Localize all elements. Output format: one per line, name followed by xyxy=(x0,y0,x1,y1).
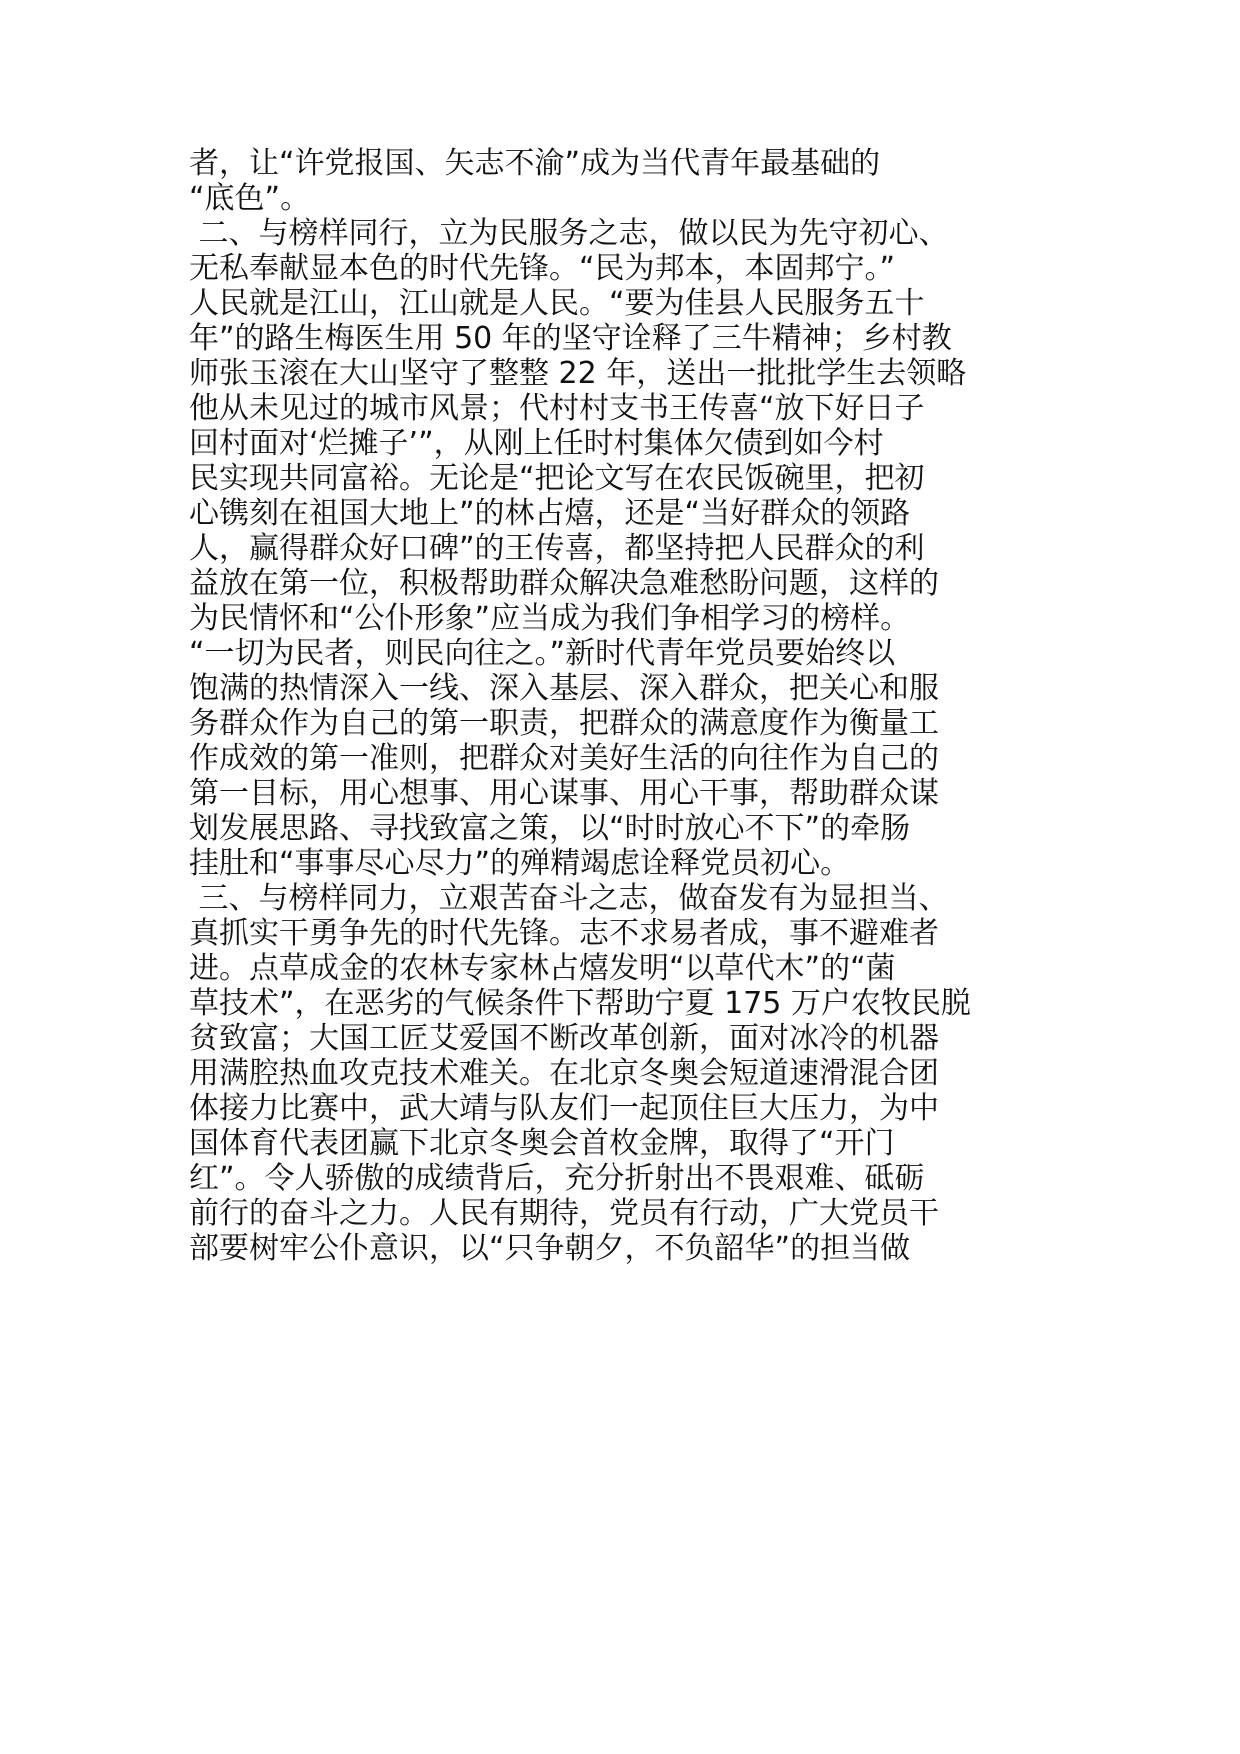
text-line: 部要树牢公仆意识，以“只争朝夕，不负韶华”的担当做 xyxy=(189,1231,911,1266)
text-line: 师张玉滚在大山坚守了整整 22 年，送出一批批学生去领略 xyxy=(189,356,967,391)
text-line: 划发展思路、寻找致富之策，以“时时放心不下”的牵肠 xyxy=(189,811,911,846)
text-line: 前行的奋斗之力。人民有期待，党员有行动，广大党员干 xyxy=(189,1196,939,1231)
text-line: “底色”。 xyxy=(189,181,311,216)
text-line: 人，赢得群众好口碑”的王传喜，都坚持把人民群众的利 xyxy=(189,531,925,566)
text-line: 务群众作为自己的第一职责，把群众的满意度作为衡量工 xyxy=(189,706,939,741)
text-line: 心镌刻在祖国大地上”的林占熺，还是“当好群众的领路 xyxy=(189,496,911,531)
text-line: 用满腔热血攻克技术难关。在北京冬奥会短道速滑混合团 xyxy=(189,1056,939,1091)
body-text xyxy=(189,146,1064,1266)
text-line: 益放在第一位，积极帮助群众解决急难愁盼问题，这样的 xyxy=(189,566,939,601)
text-line: 作成效的第一准则，把群众对美好生活的向往作为自己的 xyxy=(189,741,939,776)
text-line: 真抓实干勇争先的时代先锋。志不求易者成，事不避难者 xyxy=(189,916,939,951)
text-line: “一切为民者，则民向往之。”新时代青年党员要始终以 xyxy=(189,636,896,671)
text-line: 贫致富；大国工匠艾爱国不断改革创新，面对冰冷的机器 xyxy=(189,1021,939,1056)
text-line: 年”的路生梅医生用 50 年的坚守诠释了三牛精神；乡村教 xyxy=(189,321,952,356)
text-line: 为民情怀和“公仆形象”应当成为我们争相学习的榜样。 xyxy=(189,601,911,636)
text-line: 人民就是江山，江山就是人民。“要为佳县人民服务五十 xyxy=(189,286,925,321)
text-line: 挂肚和“事事尽心尽力”的殚精竭虑诠释党员初心。 xyxy=(189,846,851,881)
text-line: 者，让“许党报国、矢志不渝”成为当代青年最基础的 xyxy=(189,146,881,181)
text-line: 无私奉献显本色的时代先锋。“民为邦本，本固邦宁。” xyxy=(189,251,896,286)
text-line: 红”。令人骄傲的成绩背后，充分折射出不畏艰难、砥砺 xyxy=(189,1161,925,1196)
text-line: 三、与榜样同力，立艰苦奋斗之志，做奋发有为显担当、 xyxy=(189,881,949,916)
text-line: 回村面对‘烂摊子’”，从刚上任时村集体欠债到如今村 xyxy=(189,426,884,461)
text-line: 第一目标，用心想事、用心谋事、用心干事，帮助群众谋 xyxy=(189,776,939,811)
text-line: 饱满的热情深入一线、深入基层、深入群众，把关心和服 xyxy=(189,671,939,706)
text-line: 他从未见过的城市风景；代村村支书王传喜“放下好日子 xyxy=(189,391,925,426)
text-line: 体接力比赛中，武大靖与队友们一起顶住巨大压力，为中 xyxy=(189,1091,939,1126)
text-line: 进。点草成金的农林专家林占熺发明“以草代木”的“菌 xyxy=(189,951,896,986)
text-line: 民实现共同富裕。无论是“把论文写在农民饭碗里，把初 xyxy=(189,461,925,496)
text-line: 二、与榜样同行，立为民服务之志，做以民为先守初心、 xyxy=(189,216,949,251)
text-line: 国体育代表团赢下北京冬奥会首枚金牌，取得了“开门 xyxy=(189,1126,895,1161)
text-line: 草技术”，在恶劣的气候条件下帮助宁夏 175 万户农牧民脱 xyxy=(189,986,971,1021)
